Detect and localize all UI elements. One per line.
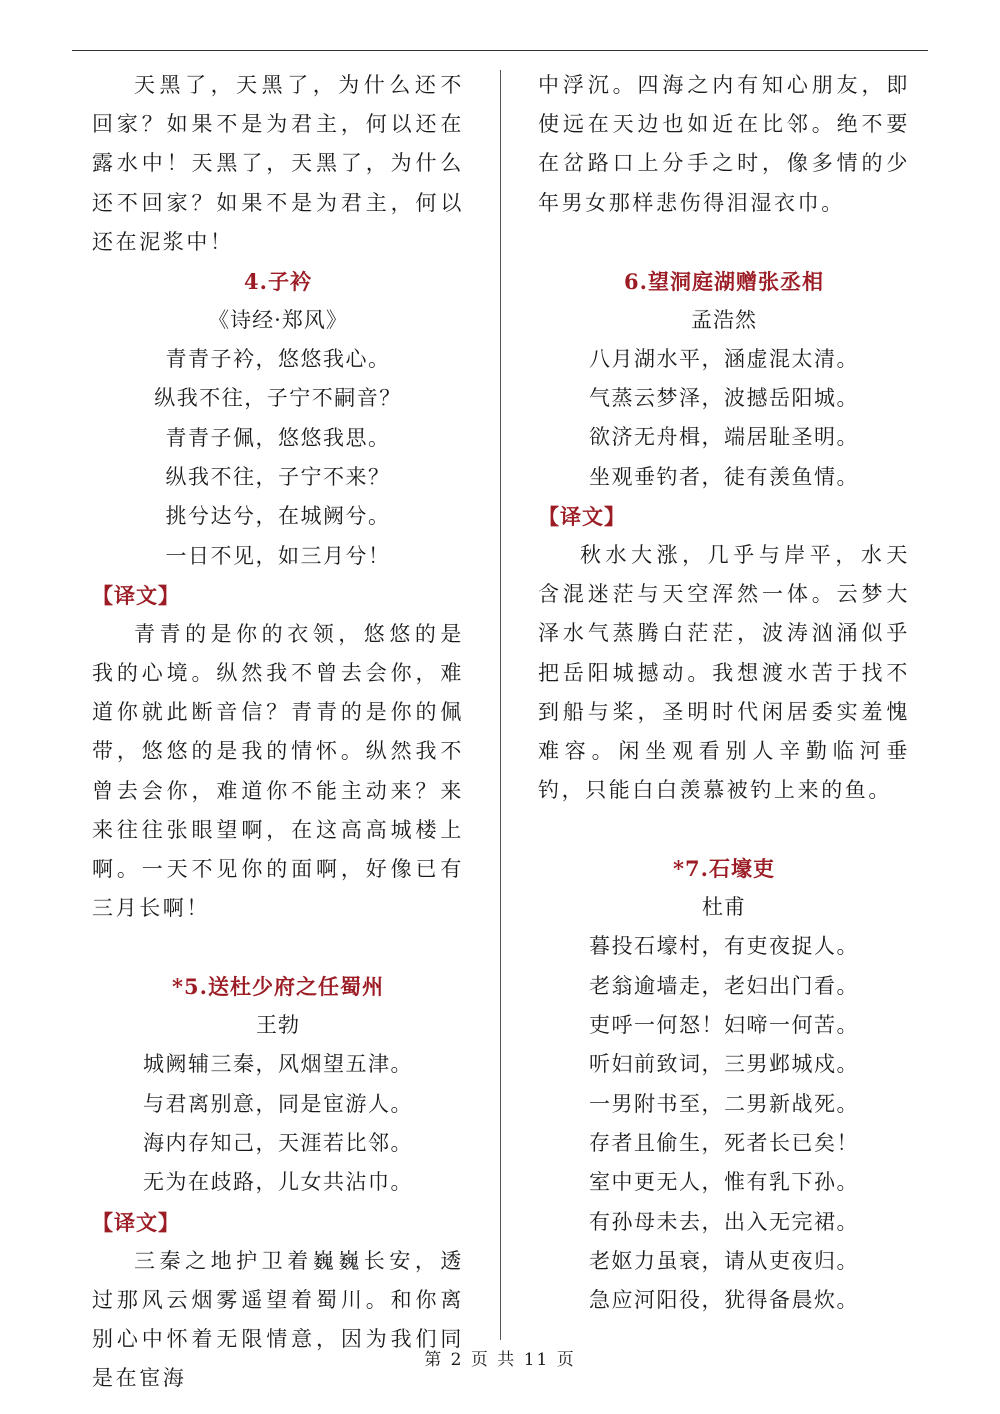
poem4-translation-label: 【译文】 [92, 582, 180, 608]
poem7-line: 室中更无人，惟有乳下孙。 [589, 1170, 859, 1195]
poem6-line: 欲济无舟楫，端居耻圣明。 [589, 425, 859, 450]
poem6-line: 坐观垂钓者，徒有羡鱼情。 [589, 464, 859, 489]
poem5-line: 城阙辅三秦，风烟望五津。 [143, 1052, 413, 1077]
poem3-translation-end: 天黑了，天黑了，为什么还不回家？如果不是为君主，何以还在露水中！天黑了，天黑了，为什么还不回家？如果不是为君主，何以还在泥浆中！ [92, 73, 464, 254]
poem5-title: *5.送杜少府之任蜀州 [172, 974, 384, 1000]
poem4-title: 4.子衿 [244, 269, 312, 295]
poem5-line: 与君离别意，同是宦游人。 [143, 1091, 413, 1116]
poem7-title: *7.石壕吏 [673, 856, 775, 882]
right-column [538, 66, 910, 1320]
poem7-line: 有孙母未去，出入无完裙。 [589, 1209, 859, 1234]
poem7-line: 急应河阳役，犹得备晨炊。 [589, 1288, 859, 1313]
poem7-line: 吏呼一何怒！妇啼一何苦。 [589, 1013, 859, 1038]
poem6-author: 孟浩然 [691, 307, 757, 332]
poem4-translation: 青青的是你的衣领，悠悠的是我的心境。纵然我不曾去会你，难道你就此断音信？青青的是你的佩带，悠悠的是我的情怀。纵然我不曾去会你，难道你不能主动来？来来往往张眼望啊，在这高高城楼上啊。一天不见你的面啊，好像已有三月长啊！ [92, 621, 464, 921]
poem7-line: 一男附书至，二男新战死。 [589, 1091, 859, 1116]
poem4-line: 挑兮达兮，在城阙兮。 [165, 504, 391, 529]
poem4-author: 《诗经·郑风》 [208, 308, 348, 333]
poem5-author: 王勃 [256, 1013, 300, 1038]
poem5-translation-label: 【译文】 [92, 1209, 180, 1235]
poem4-line: 青青子衿，悠悠我心。 [165, 347, 391, 372]
poem6-translation-label: 【译文】 [538, 504, 626, 529]
section-gap [92, 928, 464, 967]
poem6-title: 6.望洞庭湖赠张丞相 [624, 268, 824, 294]
poem5-translation: 三秦之地护卫着巍巍长安，透过那风云烟雾遥望着蜀川。和你离别心中怀着无限情意，因为我们同是在宦海 [92, 1248, 464, 1391]
poem7-line: 存者且偷生，死者长已矣！ [589, 1130, 859, 1155]
poem6-line: 八月湖水平，涵虚混太清。 [589, 346, 859, 371]
poem4-line: 青青子佩，悠悠我思。 [165, 425, 391, 450]
poem7-line: 老翁逾墙走，老妇出门看。 [589, 973, 859, 998]
poem7-line: 听妇前致词，三男邺城戍。 [589, 1052, 859, 1077]
poem7-line: 老妪力虽衰，请从吏夜归。 [589, 1248, 859, 1273]
section-gap [538, 223, 910, 262]
poem5-translation-continued: 中浮沉。四海之内有知心朋友，即使远在天边也如近在比邻。绝不要在岔路口上分手之时，像多情的少年男女那样悲伤得泪湿衣巾。 [538, 73, 910, 215]
poem7-line: 暮投石壕村，有吏夜捉人。 [589, 934, 859, 959]
left-column [92, 66, 464, 1398]
poem5-line: 无为在歧路，儿女共沾巾。 [143, 1170, 413, 1195]
poem4-line: 纵我不往，子宁不来？ [165, 464, 391, 489]
poem4-line: 一日不见，如三月兮！ [165, 543, 391, 568]
poem6-line: 气蒸云梦泽，波撼岳阳城。 [589, 386, 859, 411]
column-divider [500, 70, 501, 1340]
poem5-line: 海内存知己，天涯若比邻。 [143, 1131, 413, 1156]
poem4-line: 纵我不往，子宁不嗣音？ [154, 386, 402, 411]
poem6-translation: 秋水大涨，几乎与岸平，水天含混迷茫与天空浑然一体。云梦大泽水气蒸腾白茫茫，波涛汹涌似乎把岳阳城撼动。我想渡水苦于找不到船与桨，圣明时代闲居委实羞愧难容。闲坐观看别人辛勤临河垂钓，只能白白羡慕被钓上来的鱼。 [538, 543, 910, 803]
page-footer: 第 2 页 共 11 页 [424, 1350, 576, 1370]
top-rule [72, 50, 928, 51]
section-gap [538, 810, 910, 849]
poem7-author: 杜甫 [702, 895, 746, 920]
